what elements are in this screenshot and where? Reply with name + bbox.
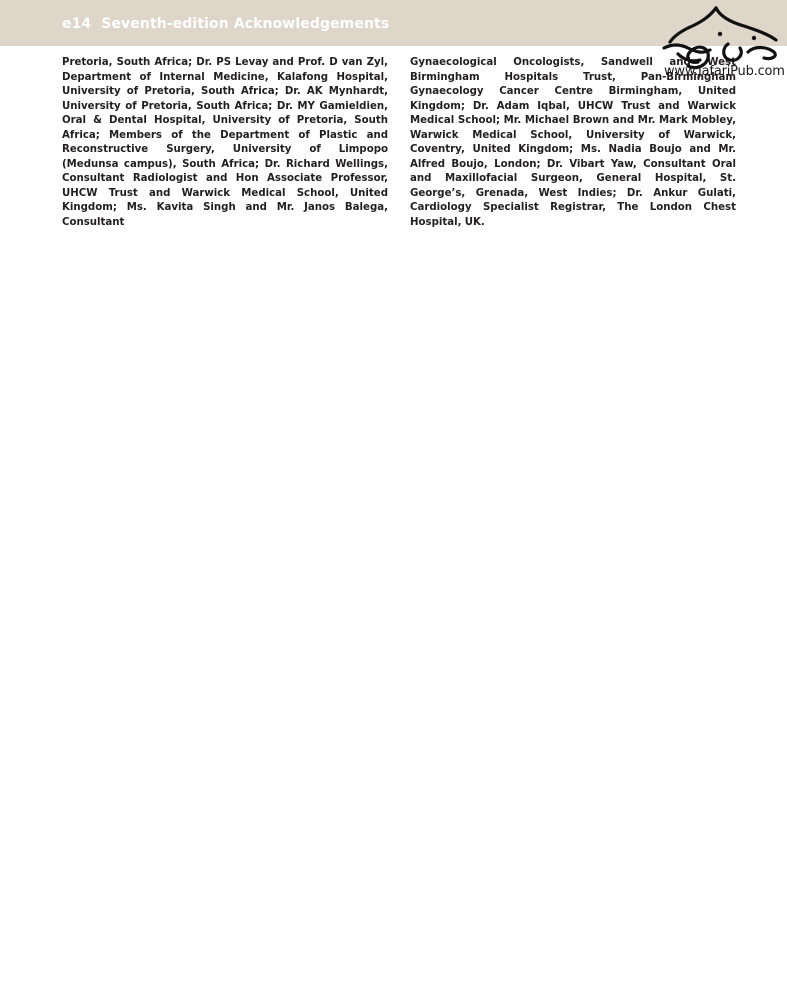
- page-number: e14: [62, 16, 92, 32]
- running-head-title: Seventh-edition Acknowledgements: [101, 16, 390, 32]
- body-column-left: Pretoria, South Africa; Dr. PS Levay and Prof. D van Zyl, Department of Internal Medicine, Kalafong Hospital, University of Pretoria, South Africa; Dr. AK Mynhardt, University of Pretoria, South Africa; Dr. MY Gamieldien, Oral & Dental Hospital, University of Pretoria, South Africa; Members of the Department of Plastic and Reconstructive Surgery, University of Limpopo (Medunsa campus), South Africa; Dr. Richard Wellings, Consultant Radiologist and Hon Associate Professor, UHCW Trust and Warwick Medical School, United Kingdom; Ms. Kavita Singh and Mr. Janos Balega, Consultant: [62, 57, 388, 228]
- running-head: [62, 16, 389, 32]
- watermark-url: www.JafariPub.com: [664, 64, 785, 79]
- body-column-right: Gynaecological Oncologists, Sandwell and West Birmingham Hospitals Trust, Pan-Birmingham Gynaecology Cancer Centre Birmingham, United Kingdom; Dr. Adam Iqbal, UHCW Trust and Warwick Medical School; Mr. Michael Brown and Mr. Mark Mobley, Warwick Medical School, University of Warwick, Coventry, United Kingdom; Ms. Nadia Boujo and Mr. Alfred Boujo, London; Dr. Vibart Yaw, Consultant Oral and Maxillofacial Surgeon, General Hospital, St. George’s, Grenada, West Indies; Dr. Ankur Gulati, Cardiology Specialist Registrar, The London Chest Hospital, UK.: [410, 57, 736, 228]
